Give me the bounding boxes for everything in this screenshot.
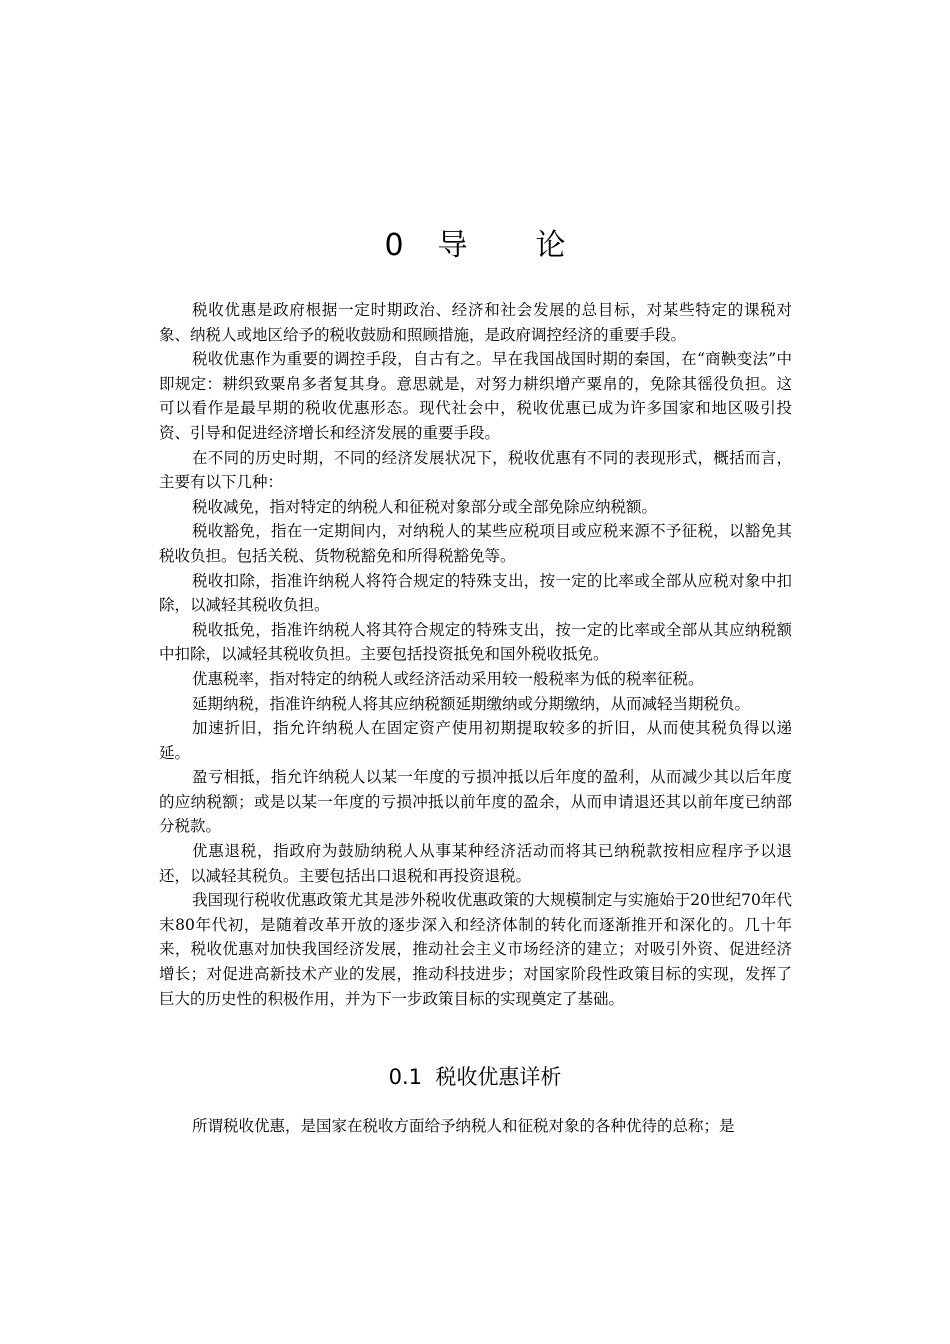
section-body — [159, 1114, 792, 1139]
chapter-body — [159, 298, 792, 1011]
paragraph-china-policy: 我国现行税收优惠政策尤其是涉外税收优惠政策的大规模制定与实施始于20世纪70年代末80年代初，是随着改革开放的逐步深入和经济体制的转化而逐渐推开和深化的。几十年来，税收优惠对加快我国经济发展，推动社会主义市场经济的建立；对吸引外资、促进经济增长；对促进高新技术产业的发展，推动科技进步；对国家阶段性政策目标的实现，发挥了巨大的历史性的积极作用，并为下一步政策目标的实现奠定了基础。 — [159, 891, 792, 1008]
section-number: 0.1 — [388, 1065, 423, 1089]
chapter-number: 0 — [384, 228, 404, 263]
paragraph-tax-exemption: 税收豁免，指在一定期间内，对纳税人的某些应税项目或应税来源不予征税，以豁免其税收负担。包括关税、货物税豁免和所得税豁免等。 — [159, 522, 792, 565]
paragraph-preferential-rate: 优惠税率，指对特定的纳税人或经济活动采用较一般税率为低的税率征税。 — [192, 669, 704, 688]
paragraph-deferred-payment: 延期纳税，指准许纳税人将其应纳税额延期缴纳或分期缴纳，从而减轻当期税负。 — [192, 694, 751, 713]
paragraph-forms-intro: 在不同的历史时期，不同的经济发展状况下，税收优惠有不同的表现形式，概括而言，主要有以下几种： — [159, 448, 792, 492]
paragraph-definition: 税收优惠是政府根据一定时期政治、经济和社会发展的总目标，对某些特定的课税对象、纳税人或地区给予的税收鼓励和照顾措施，是政府调控经济的重要手段。 — [159, 301, 792, 344]
paragraph-accelerated-depreciation: 加速折旧，指允许纳税人在固定资产使用初期提取较多的折旧，从而使其税负得以递延。 — [159, 719, 792, 762]
paragraph-tax-reduction: 税收减免，指对特定的纳税人和征税对象部分或全部免除应纳税额。 — [192, 497, 658, 516]
section-title — [0, 1061, 950, 1093]
paragraph-history: 税收优惠作为重要的调控手段，自古有之。早在我国战国时期的秦国，在“商鞅变法”中即规定：耕织致粟帛多者复其身。意思就是，对努力耕织增产粟帛的，免除其徭役负担。这可以看作是最早期的税收优惠形态。现代社会中，税收优惠已成为许多国家和地区吸引投资、引导和促进经济增长和经济发展的重要手段。 — [159, 350, 792, 442]
chapter-title — [0, 224, 950, 268]
paragraph-loss-offset: 盈亏相抵，指允许纳税人以某一年度的亏损冲抵以后年度的盈利，从而减少其以后年度的应纳税额；或是以某一年度的亏损冲抵以前年度的盈余，从而申请退还其以前年度已纳部分税款。 — [159, 768, 792, 836]
paragraph-tax-refund: 优惠退税，指政府为鼓励纳税人从事某种经济活动而将其已纳税款按相应程序予以退还，以减轻其税负。主要包括出口退税和再投资退税。 — [159, 842, 792, 885]
section-first-paragraph: 所谓税收优惠，是国家在税收方面给予纳税人和征税对象的各种优待的总称；是 — [192, 1117, 735, 1135]
chapter-title-part1: 导 — [437, 228, 468, 263]
paragraph-tax-deduction: 税收扣除，指准许纳税人将符合规定的特殊支出，按一定的比率或全部从应税对象中扣除，以减轻其税收负担。 — [159, 571, 792, 615]
paragraph-tax-credit: 税收抵免，指准许纳税人将其符合规定的特殊支出，按一定的比率或全部从其应纳税额中扣除，以减轻其税收负担。主要包括投资抵免和国外税收抵免。 — [159, 620, 792, 664]
chapter-title-part2: 论 — [535, 228, 566, 263]
section-title-text: 税收优惠详析 — [435, 1065, 562, 1089]
